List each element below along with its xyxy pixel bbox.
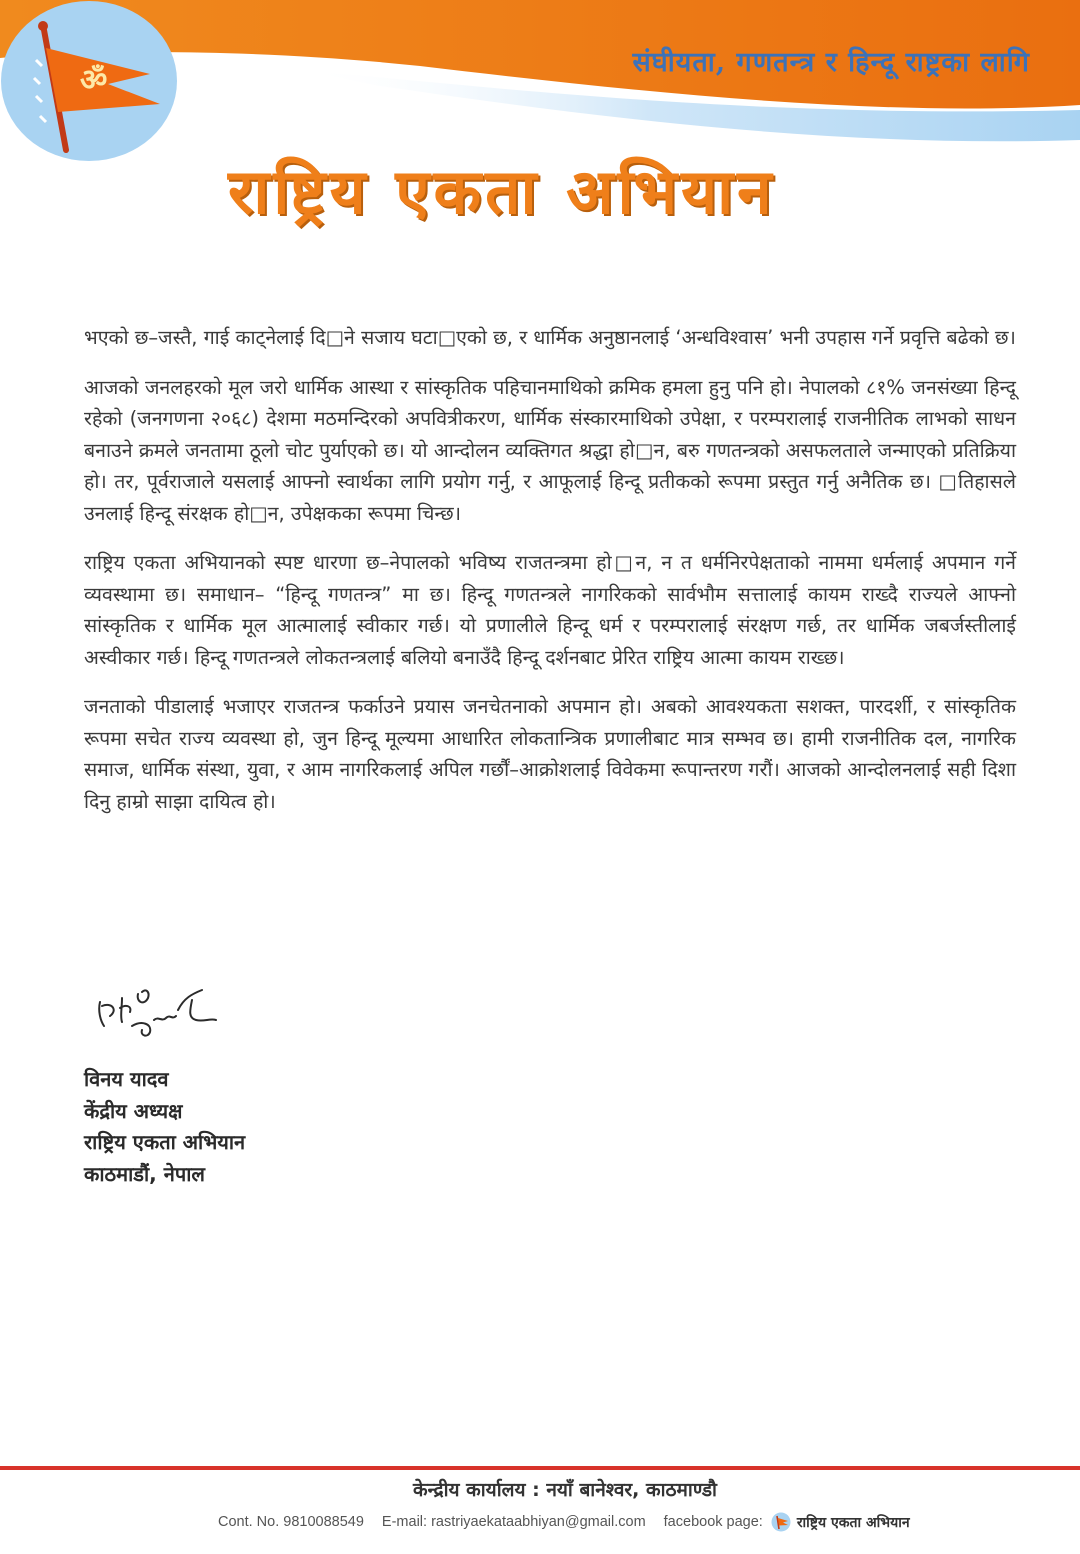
paragraph: जनताको पीडालाई भजाएर राजतन्त्र फर्काउने प्रयास जनचेतनाको अपमान हो। अबको आवश्यकता सशक्त, पारदर्शी, र सांस्कृतिक रूपमा सचेत राज्य व्यवस्था हो, जुन हिन्दू मूल्यमा आधारित लोकतान्त्रिक प्रणालीबाट मात्र सम्भव छ। हामी राजनीतिक दल, नागरिक समाज, धार्मिक संस्था, युवा, र आम नागरिकलाई अपिल गर्छौं–आक्रोशलाई विवेकमा रूपान्तरण गरौं। आजको आन्दोलनलाई सही दिशा दिनु हाम्रो साझा दायित्व हो। (84, 695, 1016, 813)
paragraph: आजको जनलहरको मूल जरो धार्मिक आस्था र सांस्कृतिक पहिचानमाथिको क्रमिक हमला हुनु पनि हो। नेपालको ८१% जनसंख्या हिन्दू रहेको (जनगणना २०६८) देशमा मठमन्दिरको अपवित्रीकरण, धार्मिक संस्कारमाथिको उपेक्षा, र परम्परालाई राजनीतिक लाभको साधन बनाउने क्रमले जनतामा ठूलो चोट पुर्याएको छ। यो आन्दोलन व्यक्तिगत श्रद्धा हो□न, बरु गणतन्त्रको असफलताले जन्माएको प्रतिक्रिया हो। तर, पूर्वराजाले यसलाई आफ्नो स्वार्थका लागि प्रयोग गर्नु, र आफूलाई हिन्दू प्रतीकको रूपमा प्रस्तुत गर्नु अनैतिक छ। □तिहासले उनलाई हिन्दू संरक्षक हो□न, उपेक्षकका रूपमा चिन्छ। (84, 375, 1016, 525)
paragraph: राष्ट्रिय एकता अभियानको स्पष्ट धारणा छ–नेपालको भविष्य राजतन्त्रमा हो□न, न त धर्मनिरपेक्षताको नाममा धर्मलाई अपमान गर्ने व्यवस्थामा छ। समाधान– “हिन्दू गणतन्त्र” मा छ। हिन्दू गणतन्त्रले नागरिकको सार्वभौम सत्तालाई कायम राख्दै राज्यले आफ्नो सांस्कृतिक र धार्मिक मूल आत्मालाई स्वीकार गर्छ। यो प्रणालीले हिन्दू धर्म र परम्परालाई संरक्षण गर्छ, तर धार्मिक जबर्जस्तीलाई अस्वीकार गर्छ। हिन्दू गणतन्त्रले लोकतन्त्रलाई बलियो बनाउँदै हिन्दू दर्शनबाट प्रेरित राष्ट्रिय आत्मा कायम राख्छ। (84, 551, 1016, 669)
letter-body (84, 322, 1016, 835)
letterhead-header (0, 0, 1080, 240)
footer-contact-row (218, 1512, 1018, 1532)
handwritten-signature (92, 980, 222, 1050)
contact-email[interactable]: E-mail: rastriyaekataabhiyan@gmail.com (381, 1514, 646, 1530)
footer-office-address: केन्द्रीय कार्यालय : नयाँ बानेश्वर, काठमाण्डौ (413, 1479, 717, 1501)
flag-mini-icon (771, 1512, 791, 1532)
paragraph: भएको छ–जस्तै, गाई काट्नेलाई दि□ने सजाय घटा□एको छ, र धार्मिक अनुष्ठानलाई ‘अन्धविश्वास’ भनी उपहास गर्ने प्रवृत्ति बढेको छ। (84, 326, 1016, 349)
signatory-block (84, 1064, 245, 1190)
facebook-page-link[interactable] (664, 1512, 928, 1532)
contact-number: Cont. No. 9810088549 (218, 1514, 364, 1530)
signatory-organization: राष्ट्रिय एकता अभियान (84, 1130, 246, 1154)
om-symbol: ॐ (80, 63, 108, 98)
flag-logo (0, 0, 178, 162)
organization-title: राष्ट्रिय एकता अभियान (228, 155, 776, 228)
signatory-location: काठमाडौं, नेपाल (84, 1161, 205, 1186)
header-tagline: संघीयता, गणतन्त्र र हिन्दू राष्ट्रका लागि (632, 47, 1030, 78)
signatory-position: केंद्रीय अध्यक्ष (84, 1098, 183, 1123)
facebook-page-name: राष्ट्रिय एकता अभियान (796, 1514, 910, 1531)
signatory-name: विनय यादव (84, 1067, 169, 1091)
footer-divider (0, 1466, 1080, 1470)
facebook-label: facebook page: (663, 1514, 763, 1530)
